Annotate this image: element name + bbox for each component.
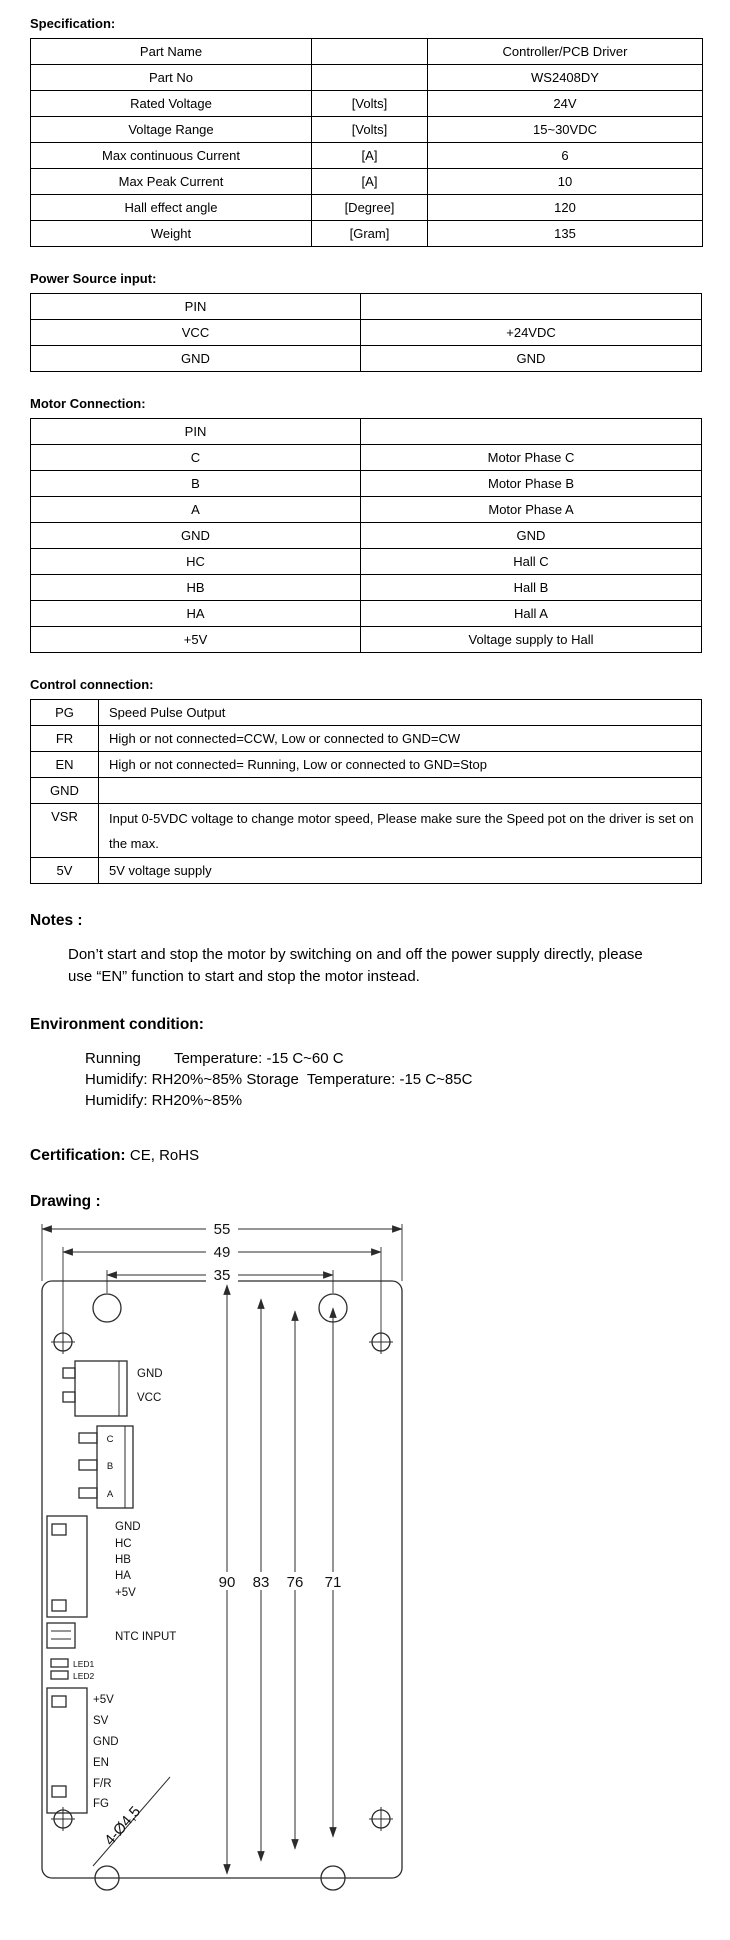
control-pin: PG — [31, 700, 99, 726]
phase-connector — [79, 1426, 133, 1508]
spec-row — [31, 117, 703, 143]
motor-row — [31, 627, 702, 653]
spec-value: 15~30VDC — [428, 117, 703, 143]
motor-desc: Motor Phase A — [361, 497, 702, 523]
notes-text: Don’t start and stop the motor by switching on and off the power supply directly, please use “EN” function to start and stop the motor instead. — [68, 946, 643, 985]
motor-desc: Hall B — [361, 575, 702, 601]
ntc-connector — [47, 1623, 176, 1648]
spec-unit: [Volts] — [312, 117, 428, 143]
motor-pin: B — [31, 471, 361, 497]
dim-49-label: 49 — [213, 1244, 231, 1261]
power-desc: GND — [361, 346, 702, 372]
control-row — [31, 858, 702, 884]
drawing-heading: Drawing : — [30, 1193, 101, 1210]
spec-unit: [Volts] — [312, 91, 428, 117]
spec-row — [31, 39, 703, 65]
control-pin-label: F/R — [93, 1778, 112, 1790]
power-pin-label: GND — [137, 1368, 163, 1380]
power-pin: VCC — [31, 320, 361, 346]
hole-note-label: 4-Ø4,5 — [101, 1803, 145, 1849]
control-pin-label: EN — [93, 1757, 109, 1769]
spec-name: Max Peak Current — [31, 169, 312, 195]
hall-connector — [47, 1516, 141, 1617]
motor-desc: Hall A — [361, 601, 702, 627]
control-pin: GND — [31, 778, 99, 804]
spec-name: Hall effect angle — [31, 195, 312, 221]
hole-callout — [93, 1777, 170, 1866]
spec-unit: [A] — [312, 169, 428, 195]
control-pin-label: +5V — [93, 1694, 114, 1706]
power-pin: GND — [31, 346, 361, 372]
control-pin-label: FG — [93, 1798, 109, 1810]
control-row — [31, 752, 702, 778]
spec-unit — [312, 65, 428, 91]
specification-table — [30, 38, 703, 247]
spec-unit: [Degree] — [312, 195, 428, 221]
led-label: LED2 — [73, 1671, 95, 1681]
motor-row — [31, 523, 702, 549]
environment-humidity-line: Humidify: RH20%~85% — [85, 1092, 243, 1109]
power-source-table — [30, 293, 702, 372]
spec-row — [31, 143, 703, 169]
environment-storage-line: Humidify: RH20%~85% Storage Temperature: -15 C~85C — [85, 1071, 473, 1088]
motor-row — [31, 601, 702, 627]
control-desc: High or not connected= Running, Low or connected to GND=Stop — [99, 752, 702, 778]
horizontal-dimensions — [42, 1221, 402, 1284]
motor-row — [31, 549, 702, 575]
motor-row — [31, 471, 702, 497]
control-connection-table — [30, 699, 702, 884]
control-pin-label: SV — [93, 1715, 109, 1727]
motor-pin: HA — [31, 601, 361, 627]
control-row — [31, 700, 702, 726]
dim-71-label: 71 — [324, 1574, 342, 1591]
environment-running-line: Running Temperature: -15 C~60 C — [85, 1050, 344, 1067]
spec-unit: [Gram] — [312, 221, 428, 247]
motor-connection-heading: Motor Connection: — [30, 396, 146, 411]
dim-76-label: 76 — [286, 1574, 304, 1591]
certification-line — [30, 1147, 702, 1165]
control-desc: High or not connected=CCW, Low or connected to GND=CW — [99, 726, 702, 752]
power-row — [31, 294, 702, 320]
motor-row — [31, 575, 702, 601]
power-pin: PIN — [31, 294, 361, 320]
spec-value: 10 — [428, 169, 703, 195]
environment-block — [85, 1048, 702, 1111]
motor-pin: A — [31, 497, 361, 523]
certification-value: CE, RoHS — [129, 1147, 200, 1164]
motor-pin: PIN — [31, 419, 361, 445]
screw-bottom-left — [51, 1807, 75, 1831]
spec-name: Part No — [31, 65, 312, 91]
spec-value: 120 — [428, 195, 703, 221]
motor-pin: HC — [31, 549, 361, 575]
spec-unit: [A] — [312, 143, 428, 169]
screw-bottom-right — [369, 1807, 393, 1831]
control-desc: Input 0-5VDC voltage to change motor speed, Please make sure the Speed pot on the driver is set on the max. — [99, 804, 702, 858]
power-desc — [361, 294, 702, 320]
power-source-heading: Power Source input: — [30, 271, 157, 286]
spec-name: Voltage Range — [31, 117, 312, 143]
power-row — [31, 346, 702, 372]
spec-row — [31, 169, 703, 195]
screw-top-left — [51, 1330, 75, 1354]
motor-desc: Hall C — [361, 549, 702, 575]
motor-desc: Voltage supply to Hall — [361, 627, 702, 653]
spec-value: 24V — [428, 91, 703, 117]
ntc-label: NTC INPUT — [115, 1631, 177, 1643]
spec-name: Part Name — [31, 39, 312, 65]
motor-pin: +5V — [31, 627, 361, 653]
notes-heading: Notes : — [30, 912, 83, 929]
control-desc: Speed Pulse Output — [99, 700, 702, 726]
hall-pin-label: HA — [115, 1570, 131, 1582]
spec-row — [31, 91, 703, 117]
control-pin: VSR — [31, 804, 99, 858]
phase-pin-label: A — [106, 1489, 114, 1500]
motor-pin: C — [31, 445, 361, 471]
mounting-hole-top-left — [93, 1294, 121, 1322]
motor-connection-table — [30, 418, 702, 653]
control-row — [31, 804, 702, 858]
hall-pin-label: GND — [115, 1521, 141, 1533]
power-pin-label: VCC — [137, 1392, 162, 1404]
environment-heading: Environment condition: — [30, 1016, 204, 1033]
led-indicators — [51, 1659, 95, 1681]
control-connector — [47, 1688, 119, 1813]
control-desc: 5V voltage supply — [99, 858, 702, 884]
spec-value: 6 — [428, 143, 703, 169]
spec-row — [31, 195, 703, 221]
specification-heading: Specification: — [30, 16, 116, 31]
dim-35-label: 35 — [213, 1267, 231, 1284]
control-pin-label: GND — [93, 1736, 119, 1748]
motor-row — [31, 497, 702, 523]
control-pin: EN — [31, 752, 99, 778]
spec-unit — [312, 39, 428, 65]
control-row — [31, 726, 702, 752]
motor-pin: HB — [31, 575, 361, 601]
hall-pin-label: +5V — [115, 1587, 136, 1599]
spec-row — [31, 221, 703, 247]
motor-pin: GND — [31, 523, 361, 549]
dim-55-label: 55 — [213, 1221, 231, 1238]
control-row — [31, 778, 702, 804]
power-connector — [63, 1361, 163, 1416]
spec-name: Rated Voltage — [31, 91, 312, 117]
control-desc — [99, 778, 702, 804]
motor-row — [31, 445, 702, 471]
pcb-drawing — [30, 1221, 440, 1901]
spec-value: 135 — [428, 221, 703, 247]
dim-83-label: 83 — [252, 1574, 270, 1591]
spec-value: Controller/PCB Driver — [428, 39, 703, 65]
spec-value: WS2408DY — [428, 65, 703, 91]
control-connection-heading: Control connection: — [30, 677, 154, 692]
control-pin: FR — [31, 726, 99, 752]
motor-desc: Motor Phase B — [361, 471, 702, 497]
led-label: LED1 — [73, 1659, 95, 1669]
dim-90-label: 90 — [218, 1574, 236, 1591]
vertical-dimensions — [214, 1285, 346, 1874]
phase-pin-label: B — [106, 1461, 114, 1472]
motor-row — [31, 419, 702, 445]
hall-pin-label: HB — [115, 1554, 131, 1566]
spec-row — [31, 65, 703, 91]
spec-name: Max continuous Current — [31, 143, 312, 169]
power-desc: +24VDC — [361, 320, 702, 346]
power-row — [31, 320, 702, 346]
control-pin: 5V — [31, 858, 99, 884]
hall-pin-label: HC — [115, 1538, 132, 1550]
certification-label: Certification: — [30, 1147, 126, 1164]
motor-desc: Motor Phase C — [361, 445, 702, 471]
motor-desc: GND — [361, 523, 702, 549]
phase-pin-label: C — [106, 1434, 114, 1445]
screw-top-right — [369, 1330, 393, 1354]
motor-desc — [361, 419, 702, 445]
spec-name: Weight — [31, 221, 312, 247]
